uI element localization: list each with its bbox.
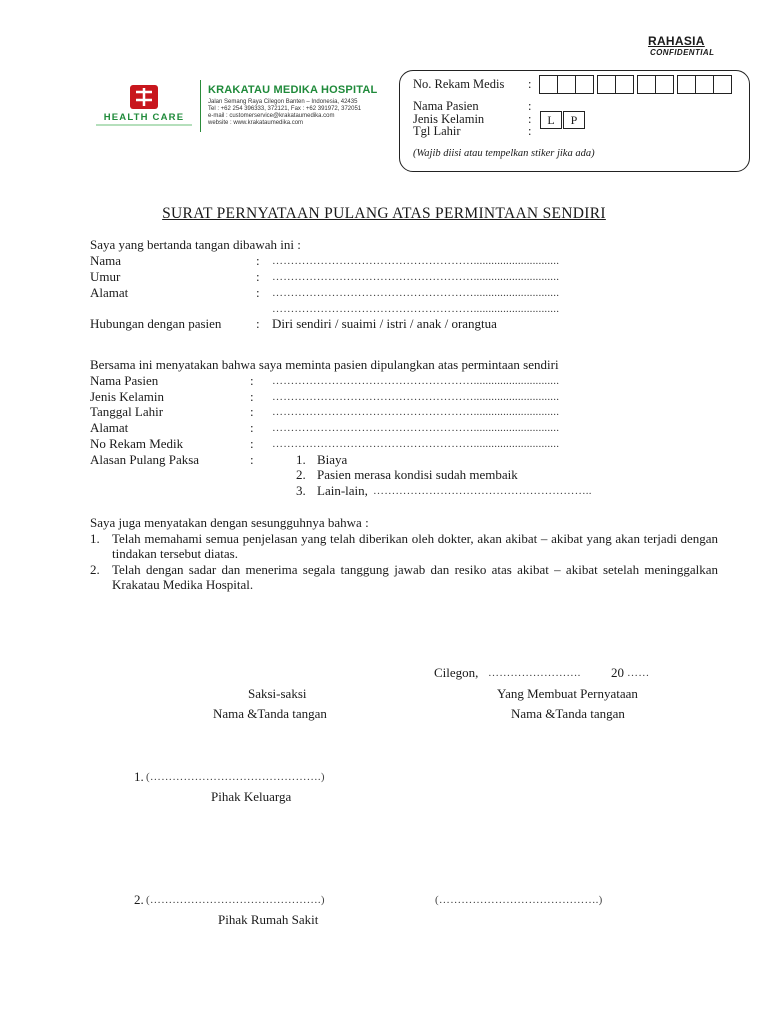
rekam-medis-digit[interactable] [557,75,576,94]
colon: : [528,99,532,113]
gender-p-box[interactable]: P [563,111,585,129]
patient-box-note: (Wajib diisi atau tempelkan stiker jika ada) [413,148,595,159]
statement-num: 2. [90,562,100,577]
saksi-label: Saksi-saksi [248,686,307,701]
colon: : [250,452,254,467]
alasan-label: Alasan Pulang Paksa [90,452,200,467]
nama-pasien-label: Nama Pasien [413,99,479,113]
alamat-field[interactable]: ………………………………………………............................. [272,287,560,299]
nama-ttd-right: Nama &Tanda tangan [511,706,625,721]
nama-label: Nama [90,253,122,268]
witness1-signature-field[interactable]: (……………………………………….) [146,771,325,783]
declarant-signature-field[interactable]: (…………………………………….) [435,894,603,906]
confidential-label: CONFIDENTIAL [650,48,715,57]
jenis-kelamin-label: Jenis Kelamin [90,389,165,404]
rekam-medis-label: No. Rekam Medis [413,77,505,91]
logo-divider [200,80,201,132]
nama-ttd-left: Nama &Tanda tangan [213,706,327,721]
pihak-keluarga-label: Pihak Keluarga [211,789,292,804]
colon: : [256,269,260,284]
no-rekam-medik-field[interactable]: ………………………………………………............................. [272,438,560,450]
section3-intro: Saya juga menyatakan dengan sesungguhnya bahwa : [90,515,369,530]
place-label: Cilegon, [434,665,479,680]
colon: : [256,285,260,300]
alamat-pasien-label: Alamat [90,420,129,435]
hubungan-label: Hubungan dengan pasien [90,316,222,331]
colon: : [528,77,532,91]
colon: : [250,420,254,435]
no-rekam-medik-label: No Rekam Medik [90,436,184,451]
witness2-number: 2. [134,892,144,907]
alamat-label: Alamat [90,285,129,300]
section1-intro: Saya yang bertanda tangan dibawah ini : [90,237,301,252]
date-field[interactable]: ……………………. [488,667,581,679]
statement-1: Telah memahami semua penjelasan yang telah diberikan oleh dokter, akan akibat – akibat yang akan terjadi dengan tindakan tersebut diatas. [112,531,718,561]
alasan-option-lain[interactable]: Lain-lain, [317,483,368,498]
colon: : [256,253,260,268]
hospital-name: KRAKATAU MEDIKA HOSPITAL [208,84,378,96]
section2-intro: Bersama ini menyatakan bahwa saya meminta pasien dipulangkan atas permintaan sendiri [90,357,559,372]
rekam-medis-digit[interactable] [615,75,634,94]
alasan-num: 1. [296,452,306,467]
tanggal-lahir-label: Tanggal Lahir [90,404,164,419]
alasan-num: 2. [296,467,306,482]
hospital-email: e-mail : customerservice@krakataumedika.com [208,113,335,119]
statement-num: 1. [90,531,100,546]
health-care-logo [92,84,196,128]
witness2-signature-field[interactable]: (……………………………………….) [146,894,325,906]
jenis-kelamin-field[interactable]: ………………………………………………............................. [272,391,560,403]
colon: : [256,316,260,331]
alasan-num: 3. [296,483,306,498]
hospital-website: website : www.krakataumedika.com [208,120,304,126]
colon: : [528,112,532,126]
nama-pasien-field[interactable]: ………………………………………………............................. [272,375,560,387]
rekam-medis-digit[interactable] [575,75,594,94]
document-title: SURAT PERNYATAAN PULANG ATAS PERMINTAAN SENDIRI [162,205,606,222]
tanggal-lahir-field[interactable]: ………………………………………………............................. [272,406,560,418]
rekam-medis-digit[interactable] [539,75,558,94]
alamat-pasien-field[interactable]: ………………………………………………............................. [272,422,560,434]
gender-l-box[interactable]: L [540,111,562,129]
witness1-number: 1. [134,769,144,784]
colon: : [250,404,254,419]
alasan-option-biaya[interactable]: Biaya [317,452,348,467]
jenis-kelamin-label: Jenis Kelamin [413,112,485,126]
rekam-medis-digit[interactable] [655,75,674,94]
alamat-field-line2[interactable]: ………………………………………………............................. [272,303,560,315]
hospital-phone: Tel : +62 254 396333, 372121, Fax : +62 391972, 372051 [208,106,362,112]
alasan-option-membaik[interactable]: Pasien merasa kondisi sudah membaik [317,467,518,482]
year-prefix: 20 [611,665,624,680]
umur-label: Umur [90,269,121,284]
alasan-lain-field[interactable]: ………………………………………………….. [373,485,592,497]
health-care-text: HEALTH CARE [103,112,185,123]
rekam-medis-digit[interactable] [637,75,656,94]
year-field[interactable]: …… [627,667,650,679]
umur-field[interactable]: ………………………………………………............................. [272,271,560,283]
hospital-address: Jalan Semang Raya Cilegon Banten – Indonesia, 42435 [208,99,358,105]
colon: : [250,436,254,451]
colon: : [250,373,254,388]
nama-field[interactable]: ………………………………………………............................. [272,255,560,267]
statement-2: Telah dengan sadar dan menerima segala tanggung jawab dan resiko atas akibat – akibat setelah meninggalkan Krakatau Medika Hospital. [112,562,718,592]
colon: : [250,389,254,404]
nama-pasien-label: Nama Pasien [90,373,159,388]
pembuat-label: Yang Membuat Pernyataan [497,686,638,701]
rekam-medis-digit[interactable] [695,75,714,94]
tgl-lahir-label: Tgl Lahir [413,124,461,138]
pihak-rs-label: Pihak Rumah Sakit [218,912,319,927]
rekam-medis-digit[interactable] [713,75,732,94]
rahasia-label: RAHASIA [648,34,705,48]
rekam-medis-digit[interactable] [677,75,696,94]
rekam-medis-digit[interactable] [597,75,616,94]
hubungan-options[interactable]: Diri sendiri / suaimi / istri / anak / orangtua [272,316,497,331]
colon: : [528,124,532,138]
